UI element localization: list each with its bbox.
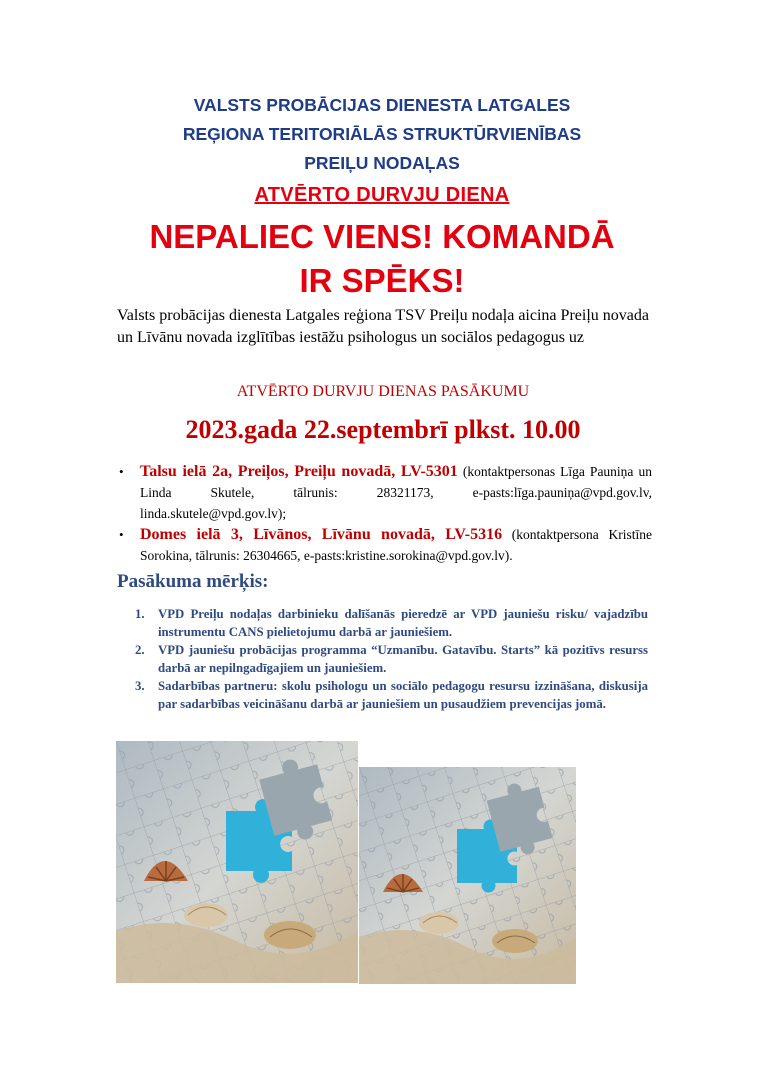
puzzle-shell-photo — [359, 767, 576, 984]
header-line-1: VALSTS PROBĀCIJAS DIENESTA LATGALES — [193, 95, 571, 115]
goal-item — [135, 642, 648, 677]
goal-item — [135, 678, 648, 713]
goal-text: Sadarbības partneru: skolu psihologu un sociālo pedagogu resursu izzināšana, diskusija par sadarbības veicināšanu darbā ar jauniešiem un pusaudžiem prevencijas jomā. — [158, 679, 648, 711]
event-date: 2023.gada 22.septembrī plkst. 10.00 — [185, 415, 581, 444]
header-line-3: PREIĻU NODAĻAS — [304, 153, 460, 173]
intro-paragraph: Valsts probācijas dienesta Latgales reģiona TSV Preiļu nodaļa aicina Preiļu novada un Līvānu novada izglītības iestāžu psihologus un sociālos pedagogus uz — [117, 307, 649, 346]
open-day-subtitle: ATVĒRTO DURVJU DIENA — [254, 184, 510, 206]
puzzle-shell-icon — [359, 767, 576, 984]
organization-header — [100, 91, 664, 178]
puzzle-shell-photo — [116, 741, 358, 983]
location-item — [117, 524, 652, 566]
location-address: Domes ielā 3, Līvānos, Līvānu novadā, LV-5316 — [140, 526, 503, 543]
goal-text: VPD Preiļu nodaļas darbinieku dalīšanās pieredzē ar VPD jauniešu risku/ vajadzību instrumentu CANS pielietojumu darbā ar jauniešiem. — [158, 607, 648, 639]
goal-number: 1. — [135, 607, 145, 621]
location-item — [117, 461, 652, 524]
header-line-2: REĢIONA TERITORIĀLĀS STRUKTŪRVIENĪBAS — [182, 124, 582, 144]
goal-number: 3. — [135, 679, 145, 693]
headline-line-2: IR SPĒKS! — [299, 262, 465, 299]
goal-title: Pasākuma mērķis: — [117, 571, 269, 592]
goal-text: VPD jauniešu probācijas programma “Uzmanību. Gatavību. Starts” kā pozitīvs resurss darbā ar nepilngadīgajiem un jauniešiem. — [158, 643, 648, 675]
location-contact: (kontaktpersona Kristīne Sorokina, tālrunis: 26304665, e-pasts:kristine.sorokina@vpd.gov.lv). — [140, 527, 652, 563]
bullet-icon: • — [119, 464, 124, 479]
location-list — [117, 461, 652, 566]
event-title: ATVĒRTO DURVJU DIENAS PASĀKUMU — [236, 383, 530, 400]
headline-line-1: NEPALIEC VIENS! KOMANDĀ — [149, 218, 615, 255]
goal-item — [135, 606, 648, 641]
goal-list — [135, 606, 648, 714]
location-contact: (kontaktpersonas Līga Pauniņa un Linda Skutele, tālrunis: 28321173, e-pasts:līga.pauniņa@vpd.gov.lv, linda.skutele@vpd.gov.lv); — [140, 464, 652, 521]
goal-number: 2. — [135, 643, 145, 657]
puzzle-shell-icon — [116, 741, 358, 983]
location-address: Talsu ielā 2a, Preiļos, Preiļu novadā, LV-5301 — [140, 463, 458, 480]
bullet-icon: • — [119, 527, 124, 542]
headline — [80, 215, 684, 303]
